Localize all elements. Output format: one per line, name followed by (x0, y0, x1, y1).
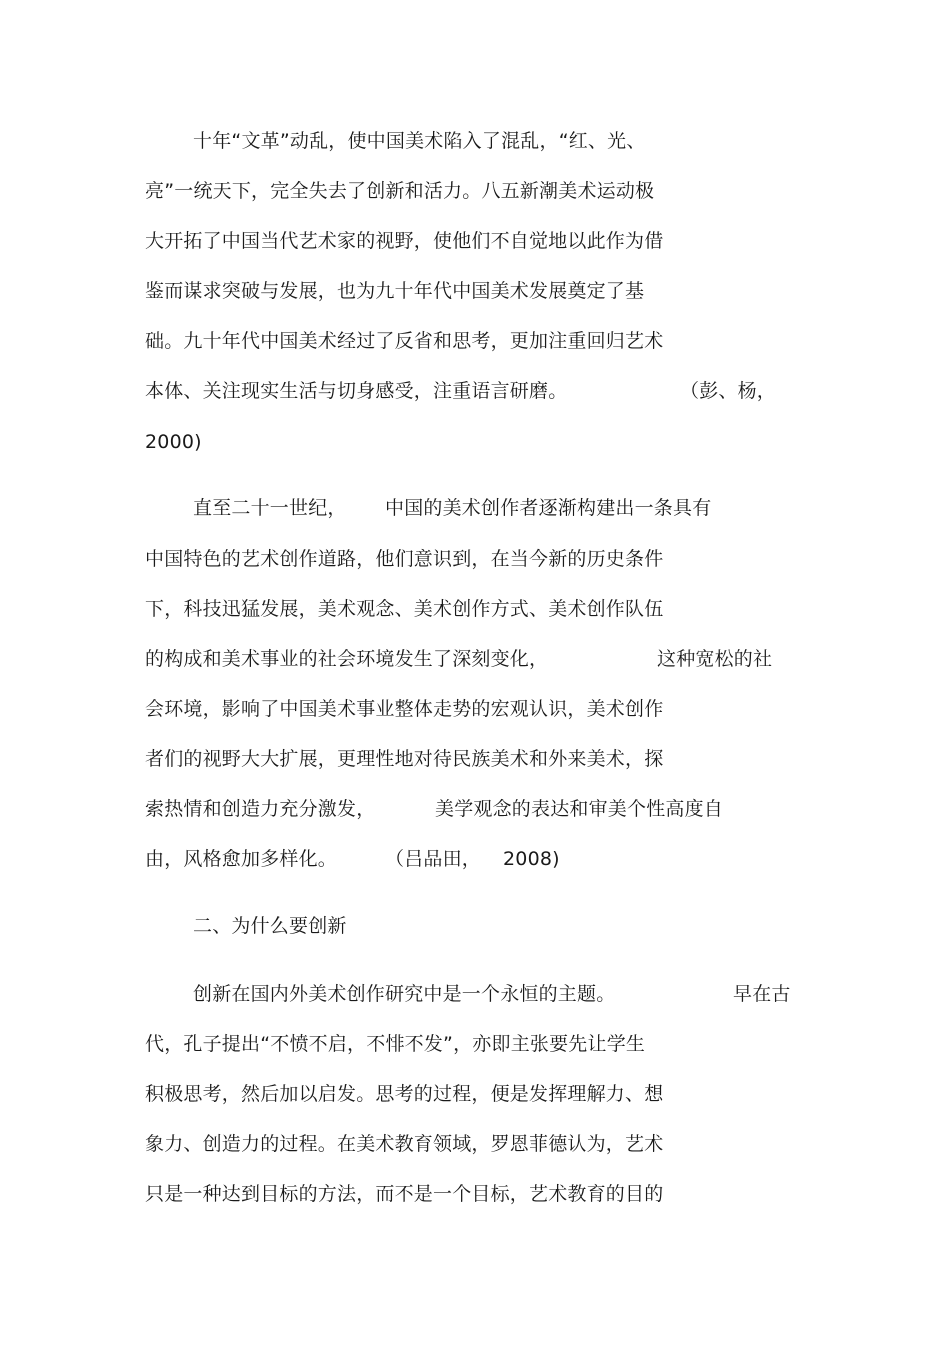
text-line: 美学观念的表达和审美个性高度自 (435, 798, 724, 820)
text-line: 中国特色的艺术创作道路，他们意识到，在当今新的历史条件 (145, 548, 664, 570)
text-line: 由，风格愈加多样化。 (145, 848, 338, 870)
text-line: 础。九十年代中国美术经过了反省和思考，更加注重回归艺术 (145, 330, 664, 352)
text-line: 只是一种达到目标的方法，而不是一个目标，艺术教育的目的 (145, 1183, 664, 1205)
text-line: 亮”一统天下，完全失去了创新和活力。八五新潮美术运动极 (145, 180, 655, 202)
text-line: 索热情和创造力充分激发， (145, 798, 376, 820)
citation: （彭、杨， (680, 380, 777, 402)
text-line: 十年“文革”动乱，使中国美术陷入了混乱，“红、光、 (193, 130, 646, 152)
citation-year: 2008) (503, 848, 560, 870)
citation-year: 2000) (145, 431, 202, 453)
section-heading: 二、为什么要创新 (193, 915, 347, 937)
text-line: 会环境，影响了中国美术事业整体走势的宏观认识，美术创作 (145, 698, 664, 720)
text-line: 者们的视野大大扩展，更理性地对待民族美术和外来美术，探 (145, 748, 664, 770)
text-line: 创新在国内外美术创作研究中是一个永恒的主题。 (193, 983, 616, 1005)
text-line: 积极思考，然后加以启发。思考的过程，便是发挥理解力、想 (145, 1083, 664, 1105)
text-line: 下，科技迅猛发展，美术观念、美术创作方式、美术创作队伍 (145, 598, 664, 620)
text-line: 大开拓了中国当代艺术家的视野，使他们不自觉地以此作为借 (145, 230, 664, 252)
text-line: 早在古 (733, 983, 791, 1005)
text-line: 的构成和美术事业的社会环境发生了深刻变化， (145, 648, 549, 670)
text-line: 代，孔子提出“不愤不启，不悱不发”，亦即主张要先让学生 (145, 1033, 646, 1055)
text-line: 本体、关注现实生活与切身感受，注重语言研磨。 (145, 380, 568, 402)
citation: （吕品田， (385, 848, 482, 870)
text-line: 中国的美术创作者逐渐构建出一条具有 (385, 497, 712, 519)
text-line: 直至二十一世纪， (193, 497, 347, 519)
text-line: 这种宽松的社 (657, 648, 773, 670)
text-line: 象力、创造力的过程。在美术教育领域，罗恩菲德认为，艺术 (145, 1133, 664, 1155)
text-line: 鉴而谋求突破与发展，也为九十年代中国美术发展奠定了基 (145, 280, 645, 302)
